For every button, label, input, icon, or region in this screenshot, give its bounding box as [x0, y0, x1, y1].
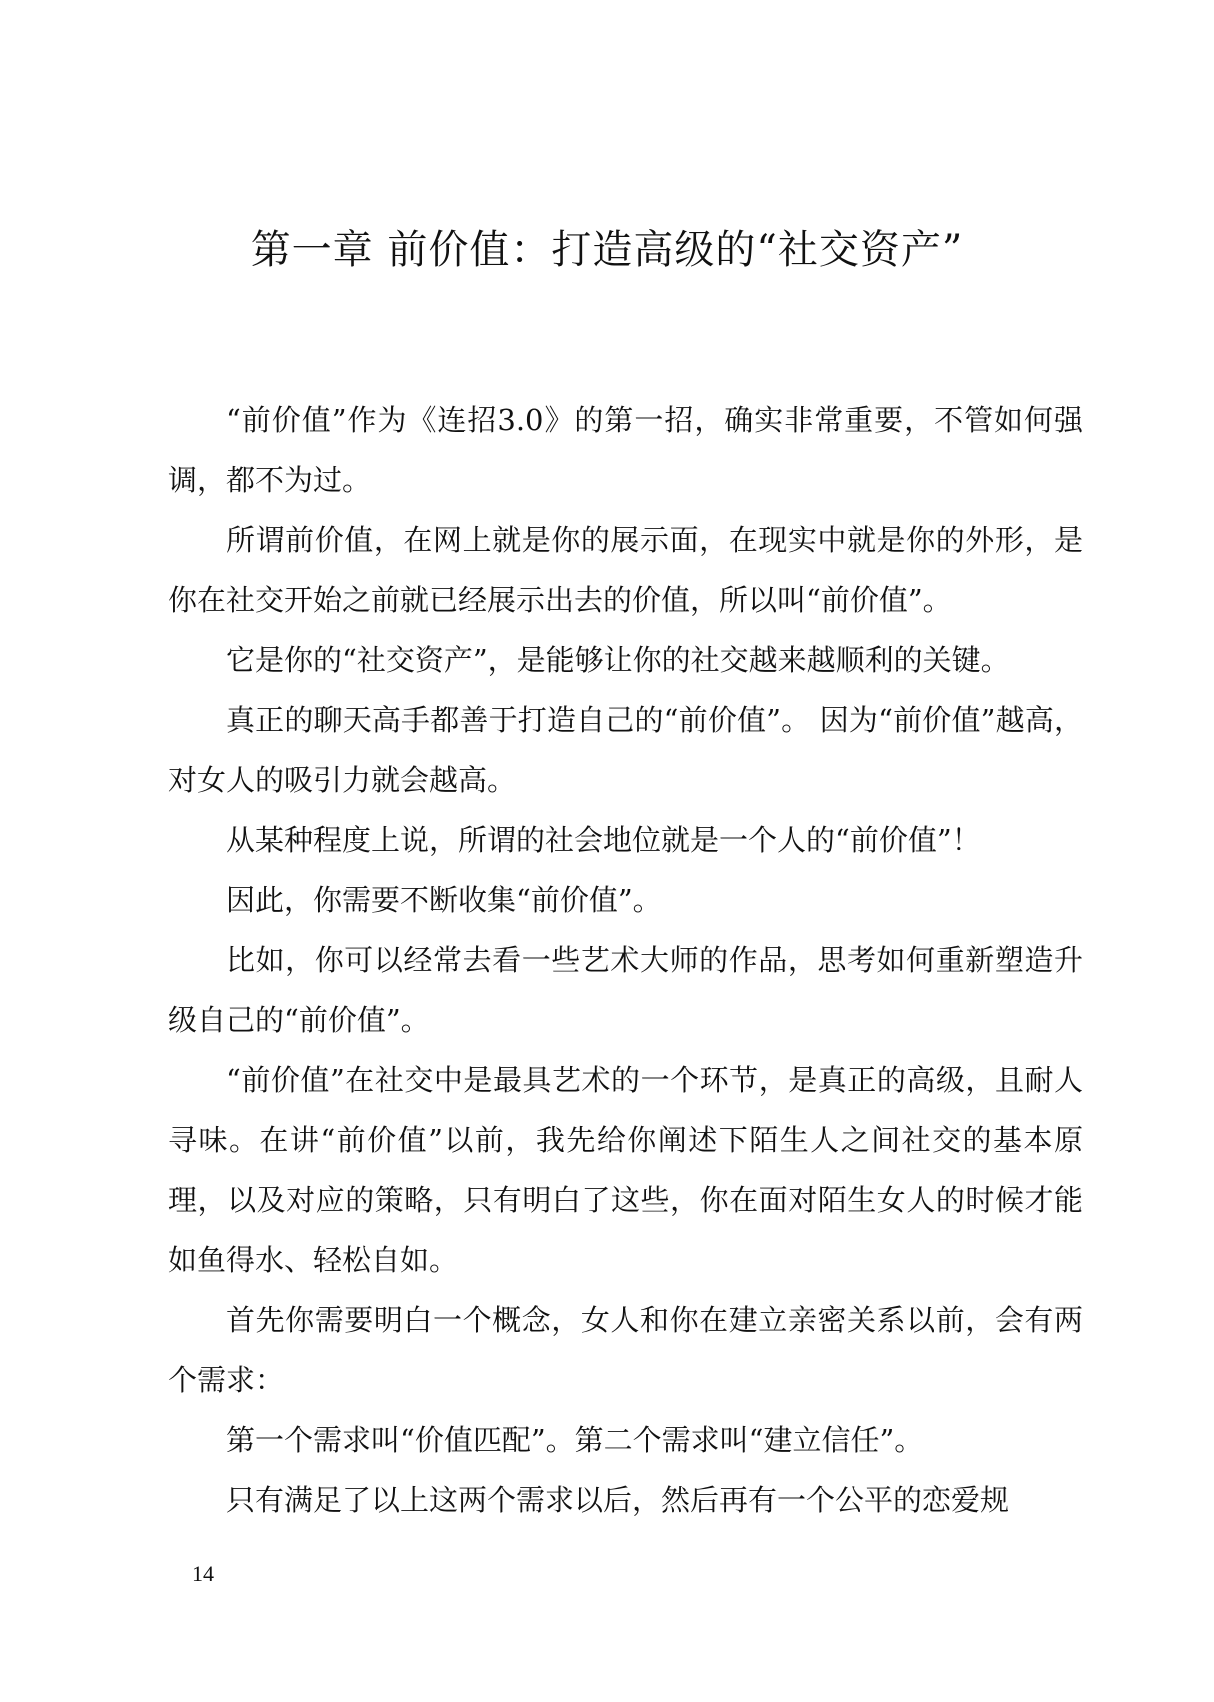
paragraph: “前价值”在社交中是最具艺术的一个环节，是真正的高级，且耐人寻味。在讲“前价值”以前，我先给你阐述下陌生人之间社交的基本原理，以及对应的策略，只有明白了这些，你在面对陌生女人的时候才能如鱼得水、轻松自如。 [168, 1063, 1083, 1277]
page-number: 14 [192, 1561, 214, 1586]
paragraph: “前价值”作为《连招3.0》的第一招，确实非常重要，不管如何强调，都不为过。 [168, 403, 1083, 497]
paragraph: 比如，你可以经常去看一些艺术大师的作品，思考如何重新塑造升级自己的“前价值”。 [168, 943, 1083, 1037]
paragraph: 第一个需求叫“价值匹配”。第二个需求叫“建立信任”。 [226, 1423, 924, 1457]
paragraph: 从某种程度上说，所谓的社会地位就是一个人的“前价值”！ [226, 823, 981, 857]
paragraph: 所谓前价值，在网上就是你的展示面，在现实中就是你的外形，是你在社交开始之前就已经展示出去的价值，所以叫“前价值”。 [168, 523, 1083, 617]
paragraph: 因此，你需要不断收集“前价值”。 [226, 883, 662, 917]
body-text [168, 390, 1083, 1530]
paragraph: 它是你的“社交资产”，是能够让你的社交越来越顺利的关键。 [226, 643, 1010, 677]
paragraph: 首先你需要明白一个概念，女人和你在建立亲密关系以前，会有两个需求： [168, 1303, 1083, 1397]
paragraph: 真正的聊天高手都善于打造自己的“前价值”。 因为“前价值”越高，对女人的吸引力就会越高。 [168, 703, 1083, 797]
chapter-title: 第一章 前价值：打造高级的“社交资产” [250, 227, 964, 273]
paragraph: 只有满足了以上这两个需求以后，然后再有一个公平的恋爱规 [226, 1483, 1010, 1517]
